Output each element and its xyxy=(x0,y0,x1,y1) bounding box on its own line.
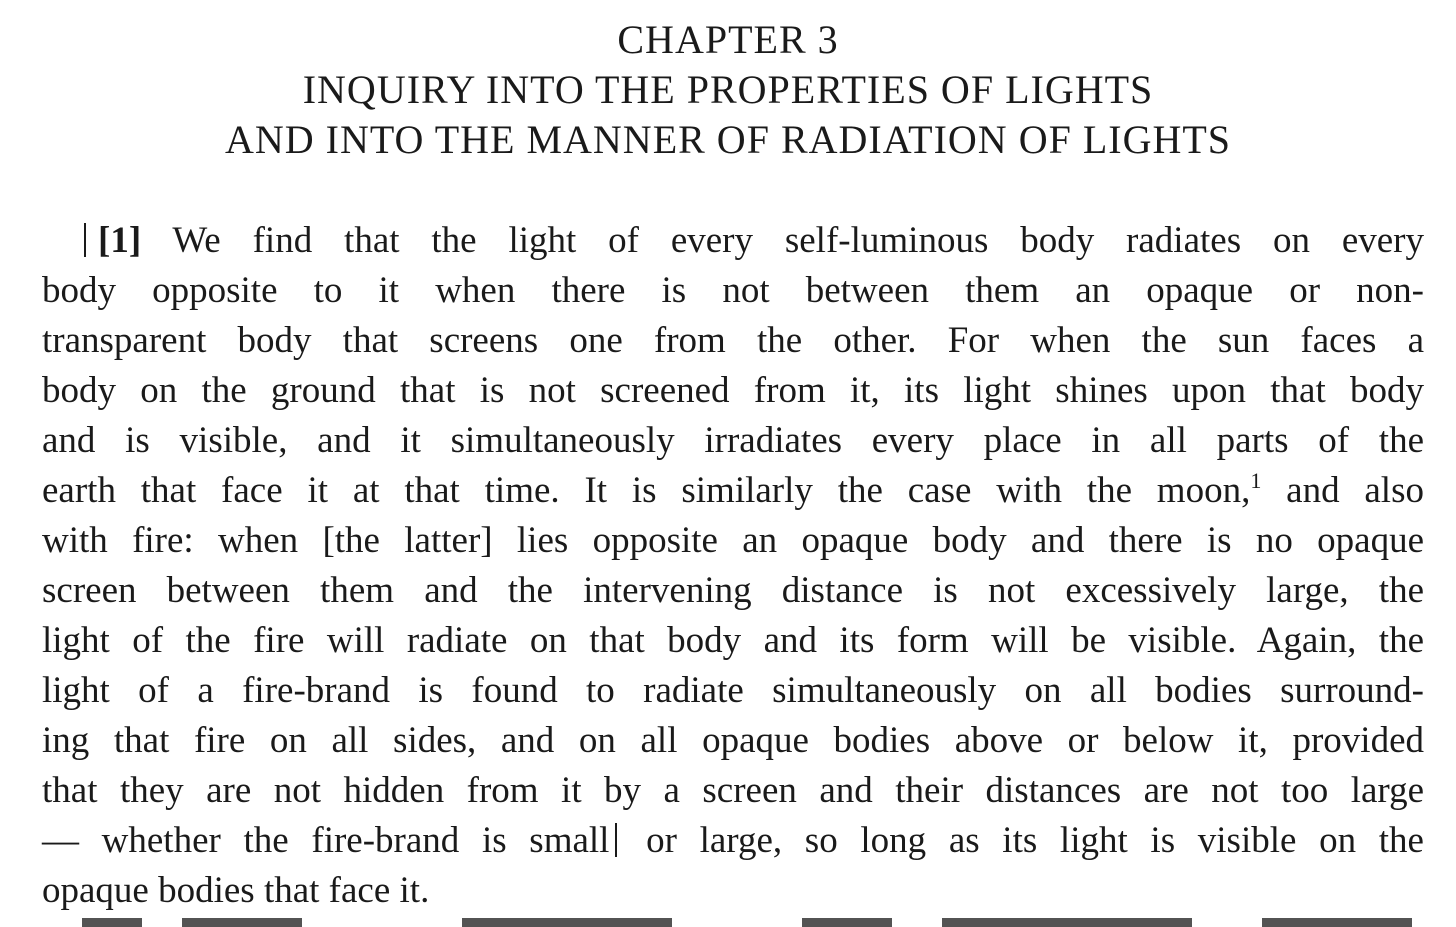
chapter-label: CHAPTER 3 xyxy=(617,17,839,62)
paragraph-line-14: opaque bodies that face it. xyxy=(42,870,430,911)
paragraph-line-5: and is visible, and it simultaneously irradiates every place in all parts of the xyxy=(42,420,1424,461)
paragraph-line-1 xyxy=(84,216,1424,266)
chapter-title-line-2: AND INTO THE MANNER OF RADIATION OF LIGHTS xyxy=(224,117,1232,162)
paragraph-line-13 xyxy=(42,816,1424,866)
paragraph-line-9: light of the fire will radiate on that body and its form will be visible. Again, the xyxy=(42,620,1424,661)
cut-off-next-line xyxy=(42,904,1424,927)
paragraph-line-7: with fire: when [the latter] lies opposite an opaque body and there is no opaque xyxy=(42,520,1424,561)
footnote-reference: 1 xyxy=(1250,468,1262,493)
paragraph-line-2: body opposite to it when there is not between them an opaque or non- xyxy=(42,270,1424,311)
page-break-marker xyxy=(615,823,617,857)
chapter-title-line-1: INQUIRY INTO THE PROPERTIES OF LIGHTS xyxy=(302,67,1154,112)
paragraph-line-13-text-b: or large, so long as its light is visible on the xyxy=(623,820,1424,861)
paragraph-line-6-text-a: earth that face it at that time. It is similarly the case with the moon, xyxy=(42,470,1251,511)
paragraph-line-4: body on the ground that is not screened from it, its light shines upon that body xyxy=(42,370,1424,411)
paragraph-line-8: screen between them and the intervening distance is not excessively large, the xyxy=(42,570,1424,611)
paragraph-line-12: that they are not hidden from it by a screen and their distances are not too large xyxy=(42,770,1424,811)
paragraph-number: [1] xyxy=(98,220,142,261)
page-break-marker xyxy=(84,223,86,257)
paragraph-line-11: ing that fire on all sides, and on all opaque bodies above or below it, provided xyxy=(42,720,1424,761)
paragraph-line-1-text: We find that the light of every self-luminous body radiates on every xyxy=(141,220,1424,261)
paragraph-line-6-text-b: and also xyxy=(1261,470,1424,511)
paragraph-line-6 xyxy=(42,466,1424,516)
paragraph-line-10: light of a fire-brand is found to radiate simultaneously on all bodies surround- xyxy=(42,670,1424,711)
paragraph-line-13-text-a: — whether the fire-brand is small xyxy=(42,820,610,861)
paragraph-line-3: transparent body that screens one from the other. For when the sun faces a xyxy=(42,320,1424,361)
